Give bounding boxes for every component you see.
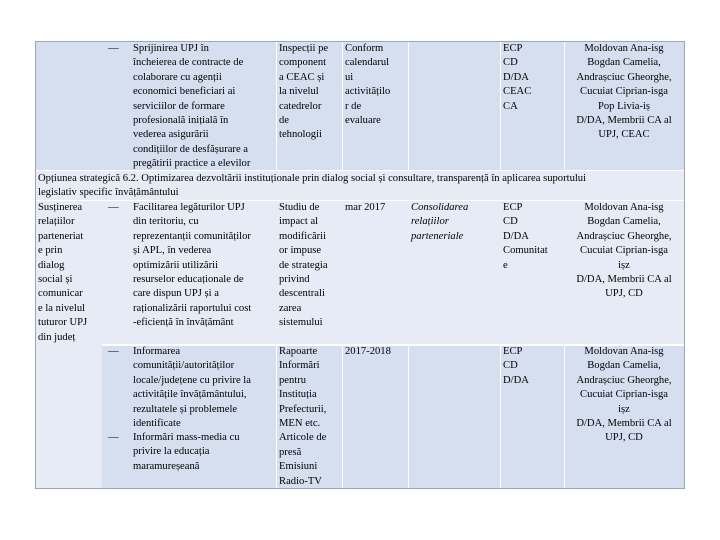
- row2-activity-text: Facilitarea legăturilor UPJ din teritoriu, cu reprezentanții comunităților și APL, în vederea optimizării utilizării resurselor educaționale de care dispun UPJ și a raționalizării raportului cost -eficiență în învățământ: [133, 202, 252, 329]
- row1-method-text: Inspecții pe component a CEAC și la nivelul catedrelor de tehnologii: [279, 43, 329, 141]
- row3-activity-text: Informarea comunității/autorităților locale/județene cu privire la activitățile învățământului, rezultatele și problemele identificate: [133, 346, 251, 430]
- row3-method-text: Rapoarte Informări pentru Instituția Prefecturii, MEN etc. Articole de presă Emisiuni Radio-TV: [279, 346, 327, 487]
- row3-term-text: 2017-2018: [345, 346, 391, 357]
- row3-responsible-text: ECP CD D/DA: [503, 346, 529, 386]
- row2-indicator-text: Consolidarea relațiilor parteneriale: [411, 202, 469, 242]
- strategic-option-title: Opțiunea strategică 6.2. Optimizarea dezvoltării instituționale prin dialog social și consultare, transparență în aplicarea suportului legislativ specific învățământului: [38, 173, 587, 199]
- row2-method-text: Studiu de impact al modificării or impuse de strategia privind descentrali zarea sistemului: [279, 202, 328, 329]
- row1-people-text: Moldovan Ana-isg Bogdan Camelia, Andrașciuc Gheorghe, Cucuiat Ciprian-isga Pop Livia-iș D/DA, Membrii CA al UPJ, CEAC: [576, 43, 672, 141]
- row3-people-text: Moldovan Ana-isg Bogdan Camelia, Andrașciuc Gheorghe, Cucuiat Ciprian-isga ișz D/DA, Membrii CA al UPJ, CD: [576, 346, 672, 444]
- row1-responsible-text: ECP CD D/DA CEAC CA: [503, 43, 532, 112]
- row2-responsible-text: ECP CD D/DA Comunitat e: [503, 202, 548, 271]
- row3-activity-text: Informări mass-media cu privire la educația maramureșeană: [133, 432, 240, 472]
- row3-bullet: —: [108, 432, 119, 443]
- row1-bullet: —: [108, 43, 119, 54]
- row1-activity-text: Sprijinirea UPJ în încheierea de contracte de colaborare cu agenții economici beneficiari ai serviciilor de formare profesională inițială în vederea asigurării condițiilor de desfășurare a pregătirii practice a elevilor: [133, 43, 251, 170]
- row3-bullet: —: [108, 346, 119, 357]
- row2-objective-text: Susținerea relațiilor parteneriat e prin dialog social și comunicar e la nivelul tuturor UPJ din județ: [38, 202, 88, 343]
- row1-term-text: Conform calendarul ui activitățilo r de evaluare: [345, 43, 391, 127]
- row2-people-text: Moldovan Ana-isg Bogdan Camelia, Andrașciuc Gheorghe, Cucuiat Ciprian-isga ișz D/DA, Membrii CA al UPJ, CD: [576, 202, 672, 300]
- row2-term-text: mar 2017: [345, 202, 386, 213]
- row2-bullet: —: [108, 202, 119, 213]
